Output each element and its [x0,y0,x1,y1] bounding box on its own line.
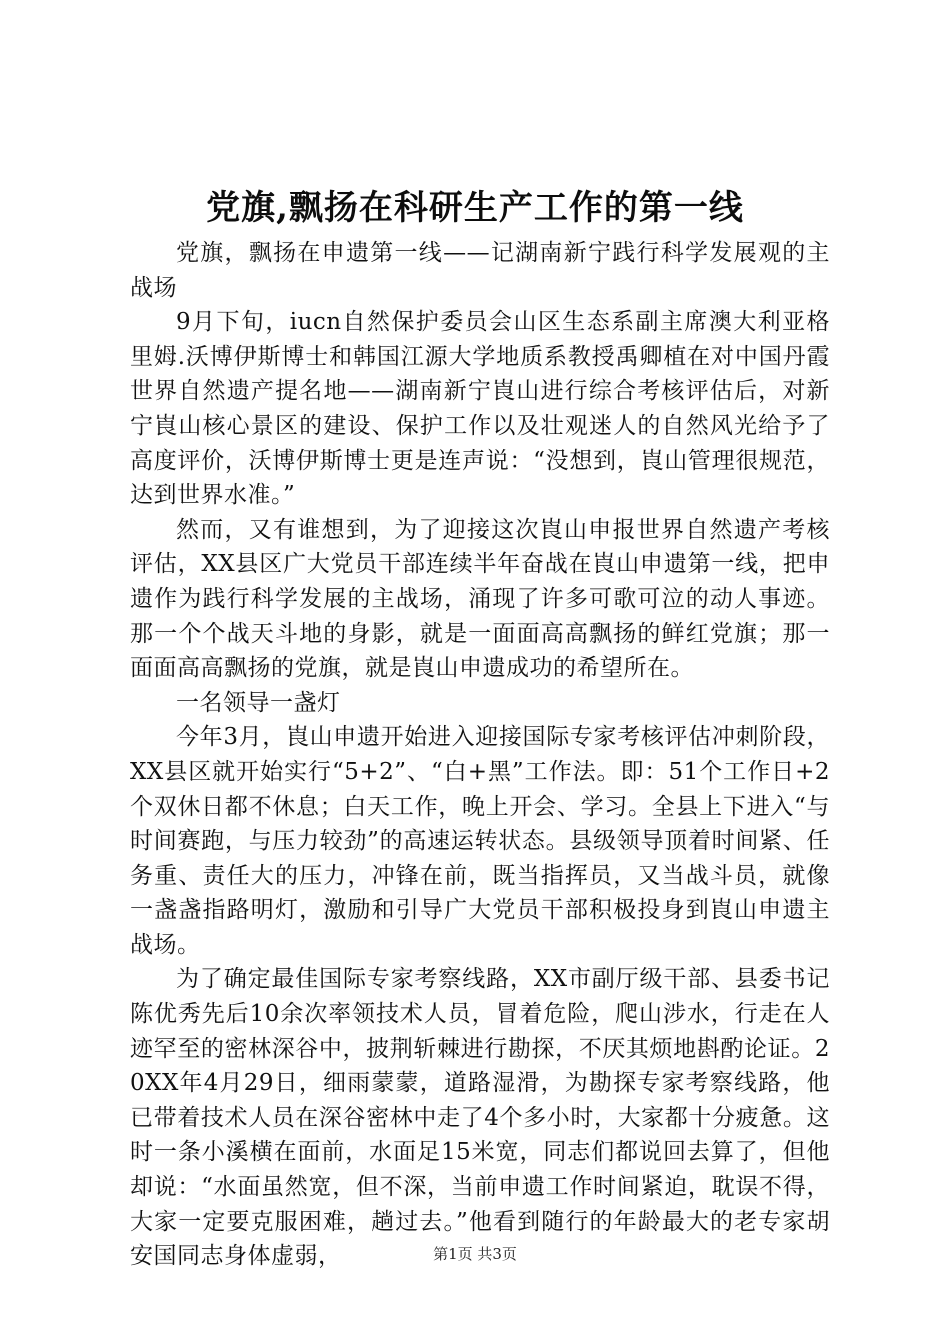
paragraph-2: 然而，又有谁想到，为了迎接这次崀山申报世界自然遗产考核评估，XX县区广大党员干部连续半年奋战在崀山申遗第一线，把申遗作为践行科学发展的主战场，涌现了许多可歌可泣的动人事迹。那一个个战天斗地的身影，就是一面面高高飘扬的鲜红党旗；那一面面高高飘扬的党旗，就是崀山申遗成功的希望所在。 [130,516,830,682]
paragraph-subtitle: 党旗，飘扬在申遗第一线——记湖南新宁践行科学发展观的主战场 [130,240,830,301]
document-body [130,236,830,1274]
document-title: 党旗,飘扬在科研生产工作的第一线 [206,188,744,228]
section-heading: 一名领导一盏灯 [176,689,341,716]
page-number-footer: 第1页 共3页 [433,1245,517,1263]
paragraph-1: 9月下旬，iucn自然保护委员会山区生态系副主席澳大利亚格里姆.沃博伊斯博士和韩国江源大学地质系教授禹卿植在对中国丹霞世界自然遗产提名地——湖南新宁崀山进行综合考核评估后，对新宁崀山核心景区的建设、保护工作以及壮观迷人的自然风光给予了高度评价，沃博伊斯博士更是连声说：“没想到，崀山管理很规范，达到世界水准。” [130,309,830,509]
paragraph-4: 为了确定最佳国际专家考察线路，XX市副厅级干部、县委书记陈优秀先后10余次率领技术人员，冒着危险，爬山涉水，行走在人迹罕至的密林深谷中，披荆斩棘进行勘探，不厌其烦地斟酌论证。20XX年4月29日，细雨蒙蒙，道路湿滑，为勘探专家考察线路，他已带着技术人员在深谷密林中走了4个多小时，大家都十分疲惫。这时一条小溪横在面前，水面足15米宽，同志们都说回去算了，但他却说：“水面虽然宽，但不深，当前申遗工作时间紧迫，耽误不得，大家一定要克服困难，趟过去。”他看到随行的年龄最大的老专家胡安国同志身体虚弱， [130,966,830,1270]
paragraph-3: 今年3月，崀山申遗开始进入迎接国际专家考核评估冲刺阶段，XX县区就开始实行“5+2”、“白+黑”工作法。即：51个工作日+2个双休日都不休息；白天工作，晚上开会、学习。全县上下进入“与时间赛跑，与压力较劲”的高速运转状态。县级领导顶着时间紧、任务重、责任大的压力，冲锋在前，既当指挥员，又当战斗员，就像一盏盏指路明灯，激励和引导广大党员干部积极投身到崀山申遗主战场。 [130,724,830,958]
